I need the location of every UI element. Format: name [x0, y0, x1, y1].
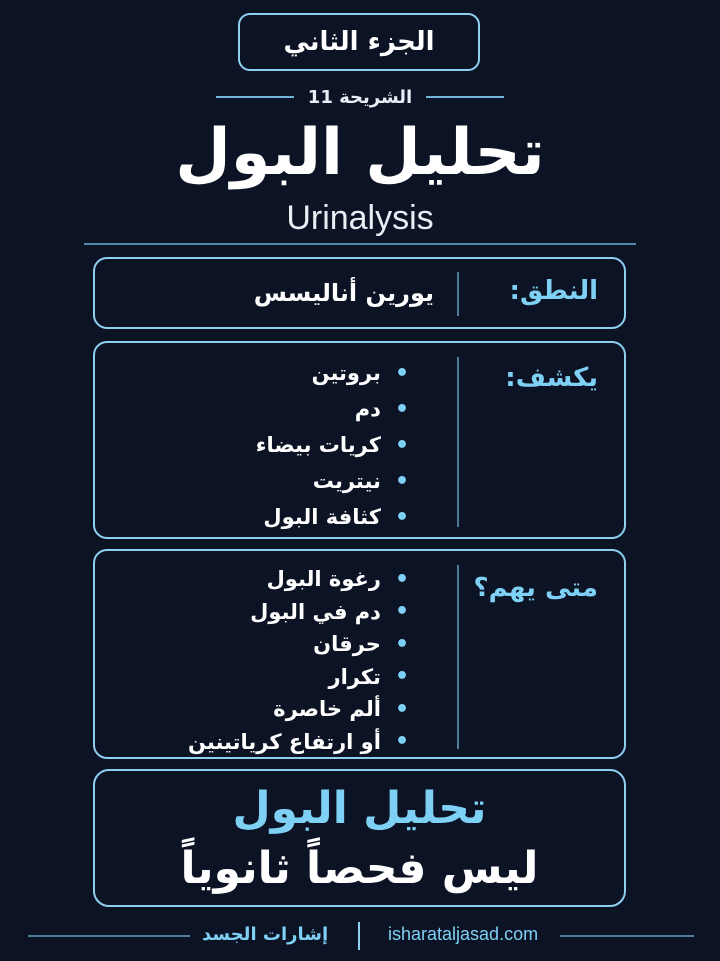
list-item-text: ألم خاصرة [273, 697, 381, 722]
bullet-icon: • [394, 664, 409, 690]
bullet-icon: • [394, 396, 409, 422]
card-divider [457, 357, 459, 527]
detects-card [93, 341, 626, 539]
when-important-card [93, 549, 626, 759]
page-title: تحليل البول [175, 116, 545, 190]
list-item [188, 661, 409, 694]
pronunciation-card [93, 257, 626, 329]
list-item-text: حرقان [313, 632, 381, 657]
slide-number-row [216, 82, 504, 112]
slide-line-right [426, 96, 504, 98]
card-divider [457, 565, 459, 749]
footer-separator [358, 922, 360, 950]
bullet-icon: • [394, 631, 409, 657]
slide-number: الشريحة 11 [307, 86, 413, 108]
list-item [256, 391, 409, 427]
list-item-text: بروتين [311, 361, 381, 385]
list-item-text: دم [354, 397, 381, 421]
bullet-icon: • [394, 504, 409, 530]
list-item [188, 628, 409, 661]
bullet-icon: • [394, 360, 409, 386]
footer-brand: إشارات الجسد [202, 924, 329, 945]
bullet-icon: • [394, 729, 409, 755]
list-item [256, 463, 409, 499]
footer [0, 918, 720, 954]
page-subtitle-english: Urinalysis [286, 199, 434, 237]
callout-title: تحليل البول [232, 783, 487, 834]
bullet-icon: • [394, 432, 409, 458]
list-item-text: كريات بيضاء [255, 433, 381, 457]
slide-line-left [216, 96, 294, 98]
detects-list [256, 355, 409, 535]
callout-box [93, 769, 626, 907]
list-item-text: تكرار [328, 664, 381, 689]
bullet-icon: • [394, 468, 409, 494]
list-item [188, 563, 409, 596]
footer-line-left [28, 935, 190, 937]
footer-website-link[interactable]: isharataljasad.com [388, 924, 539, 944]
list-item [188, 596, 409, 629]
when-important-label: متى يهم؟ [473, 573, 598, 603]
callout-subtitle: ليس فحصاً ثانوياً [180, 843, 539, 894]
list-item-text: أو ارتفاع كرياتينين [188, 729, 381, 754]
list-item-text: دم في البول [250, 599, 381, 624]
footer-line-right [560, 935, 694, 937]
bullet-icon: • [394, 599, 409, 625]
list-item [256, 355, 409, 391]
list-item [188, 726, 409, 759]
list-item [256, 499, 409, 535]
part-label: الجزء الثاني [283, 27, 435, 57]
list-item-text: رغوة البول [266, 567, 381, 592]
detects-label: يكشف: [505, 363, 598, 393]
title-divider [84, 243, 636, 245]
pronunciation-value: يورين أناليسس [253, 279, 434, 307]
bullet-icon: • [394, 696, 409, 722]
list-item-text: نيتريت [312, 469, 381, 493]
when-important-list [188, 563, 409, 758]
bullet-icon: • [394, 566, 409, 592]
list-item [256, 427, 409, 463]
pronunciation-label: النطق: [509, 276, 598, 306]
part-badge [238, 13, 480, 71]
card-divider [457, 272, 459, 316]
list-item-text: كثافة البول [263, 505, 381, 529]
list-item [188, 693, 409, 726]
